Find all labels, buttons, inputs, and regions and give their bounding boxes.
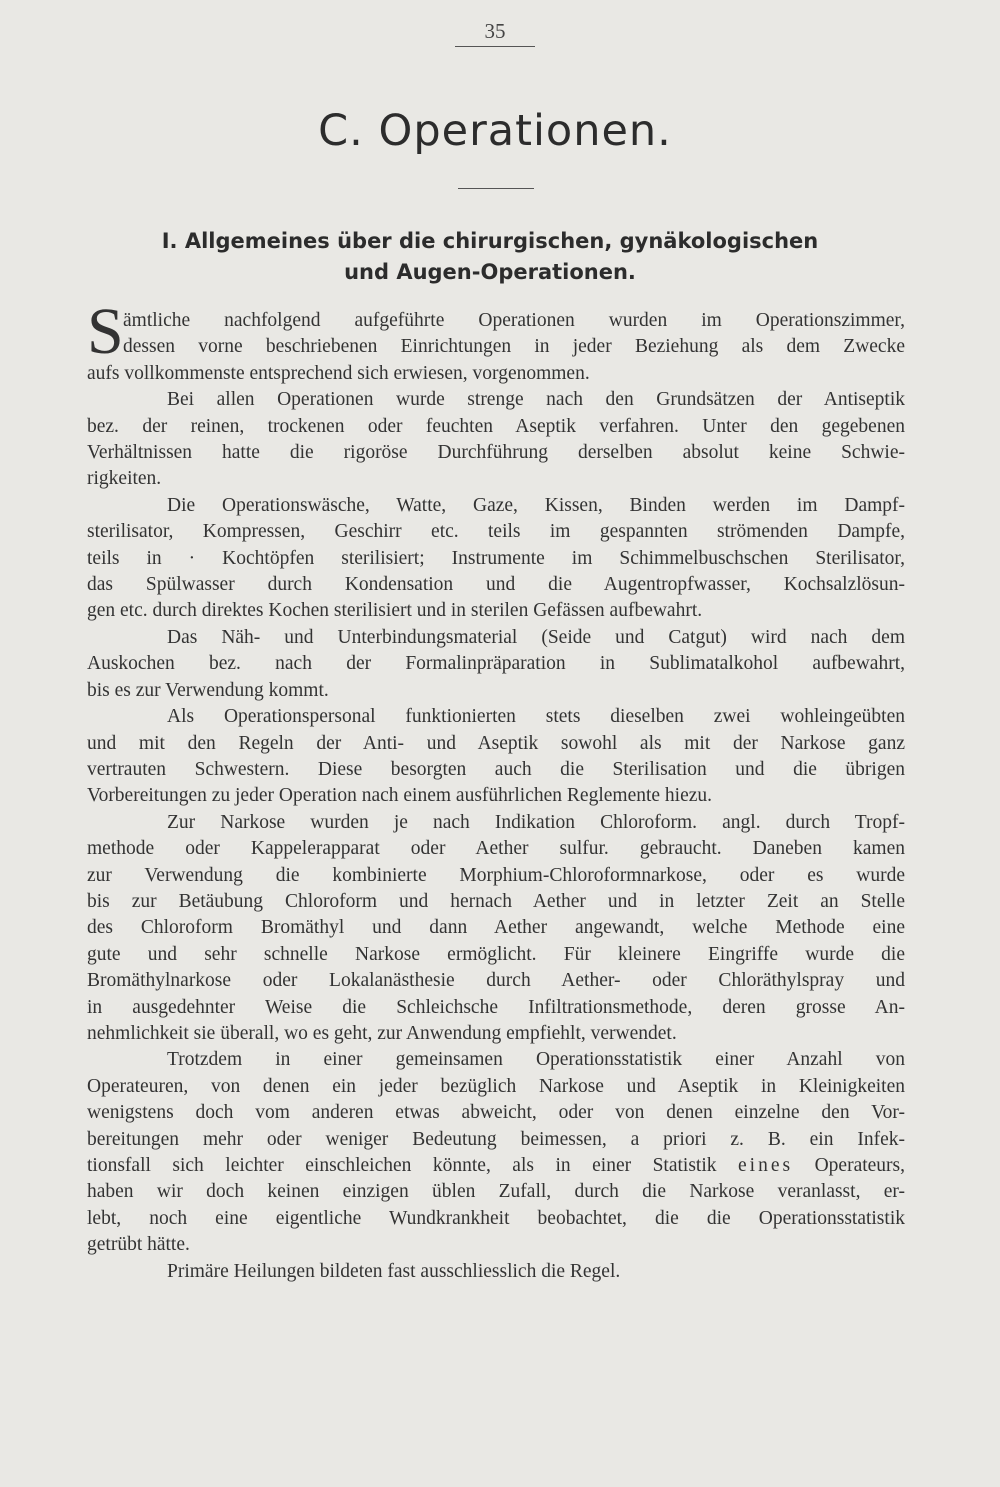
text-line: aufs vollkommenste entsprechend sich erwiesen, vorgenommen. [87, 362, 590, 384]
text-line: in ausgedehnter Weise die Schleichsche Infiltrationsmethode, deren grosse An- [87, 996, 905, 1018]
text-line: Als Operationspersonal funktionierten stets dieselben zwei wohleingeübten [167, 706, 905, 728]
paragraph-8 [87, 1259, 905, 1285]
paragraph-4 [87, 625, 905, 704]
text-line: Trotzdem in einer gemeinsamen Operationsstatistik einer Anzahl von [167, 1049, 905, 1071]
paragraph-5 [87, 704, 905, 810]
text-line: dessen vorne beschriebenen Einrichtungen in jeder Beziehung als dem Zwecke [123, 336, 905, 358]
text-line: methode oder Kappelerapparat oder Aether sulfur. gebraucht. Daneben kamen [87, 838, 905, 860]
text-line: bis zur Betäubung Chloroform und hernach Aether und in letzter Zeit an Stelle [87, 890, 905, 912]
text-line: bez. der reinen, trockenen oder feuchten Aseptik verfahren. Unter den gegebenen [87, 415, 905, 437]
paragraph-6 [87, 810, 905, 1048]
title-divider [458, 188, 534, 189]
text-line: teils in · Kochtöpfen sterilisiert; Instrumente im Schimmelbuschschen Sterilisator, [87, 547, 905, 569]
text-line: und mit den Regeln der Anti- und Aseptik sowohl als mit der Narkose ganz [87, 732, 905, 754]
text-line: Vorbereitungen zu jeder Operation nach einem ausführlichen Reglemente hiezu. [87, 785, 713, 807]
text-line: lebt, noch eine eigentliche Wundkrankheit beobachtet, die die Operationsstatistik [87, 1207, 905, 1229]
chapter-title: C. Operationen. [318, 106, 672, 156]
text-line: bereitungen mehr oder weniger Bedeutung beimessen, a priori z. B. ein Infek- [87, 1128, 905, 1150]
text-line [87, 1153, 905, 1179]
section-heading-line-2: und Augen-Operationen. [344, 260, 636, 284]
text-line: des Chloroform Bromäthyl und dann Aether angewandt, welche Methode eine [87, 917, 905, 939]
text-line: Verhältnissen hatte die rigoröse Durchführung derselben absolut keine Schwie- [87, 442, 905, 464]
text-line: haben wir doch keinen einzigen üblen Zufall, durch die Narkose veranlasst, er- [87, 1181, 905, 1203]
paragraph-2 [87, 387, 905, 493]
text-line: das Spülwasser durch Kondensation und die Augentropfwasser, Kochsalzlösun- [87, 574, 905, 596]
text-line: Zur Narkose wurden je nach Indikation Chloroform. angl. durch Tropf- [167, 811, 905, 833]
text-line: Das Näh- und Unterbindungsmaterial (Seide und Catgut) wird nach dem [167, 626, 905, 648]
text-segment: tionsfall sich leichter einschleichen könnte, als in einer Statistik [87, 1155, 717, 1176]
section-heading-line-1: I. Allgemeines über die chirurgischen, gynäkologischen [161, 229, 819, 253]
text-line: nehmlichkeit sie überall, wo es geht, zur Anwendung empfiehlt, verwendet. [87, 1022, 677, 1044]
section-heading [90, 226, 890, 288]
text-line: gen etc. durch direktes Kochen sterilisiert und in sterilen Gefässen aufbewahrt. [87, 600, 703, 622]
text-line: sterilisator, Kompressen, Geschirr etc. teils im gespannten strömenden Dampfe, [87, 521, 905, 543]
text-line: Bei allen Operationen wurde strenge nach den Grundsätzen der Antiseptik [167, 389, 905, 411]
text-line: Die Operationswäsche, Watte, Gaze, Kissen, Binden werden im Dampf- [167, 494, 905, 516]
body-text [87, 295, 906, 1285]
paragraph-7 [87, 1047, 905, 1258]
text-line: rigkeiten. [87, 468, 162, 490]
text-line: ämtliche nachfolgend aufgeführte Operationen wurden im Operationszimmer, [123, 310, 905, 331]
text-line: Bromäthylnarkose oder Lokalanästhesie durch Aether- oder Chloräthylspray und [87, 970, 905, 992]
emphasized-word: eines [738, 1155, 794, 1176]
page-number: 35 [455, 18, 535, 47]
text-line: Operateuren, von denen ein jeder bezüglich Narkose und Aseptik in Kleinigkeiten [87, 1075, 905, 1097]
text-line: vertrauten Schwestern. Diese besorgten auch die Sterilisation und die übrigen [87, 758, 905, 780]
text-segment: Operateurs, [814, 1155, 906, 1176]
text-line: Primäre Heilungen bildeten fast ausschliesslich die Regel. [167, 1260, 621, 1282]
text-line: wenigstens doch vom anderen etwas abweicht, oder von denen einzelne den Vor- [87, 1102, 905, 1124]
text-line: bis es zur Verwendung kommt. [87, 679, 329, 701]
text-line: zur Verwendung die kombinierte Morphium-Chloroformnarkose, oder es wurde [87, 864, 905, 886]
text-line: Auskochen bez. nach der Formalinpräparation in Sublimatalkohol aufbewahrt, [87, 653, 905, 675]
text-line: getrübt hätte. [87, 1234, 190, 1256]
drop-cap: S [87, 295, 124, 368]
text-line: gute und sehr schnelle Narkose ermöglicht. Für kleinere Eingriffe wurde die [87, 943, 905, 965]
paragraph-1 [87, 295, 905, 387]
paragraph-3 [87, 493, 905, 625]
